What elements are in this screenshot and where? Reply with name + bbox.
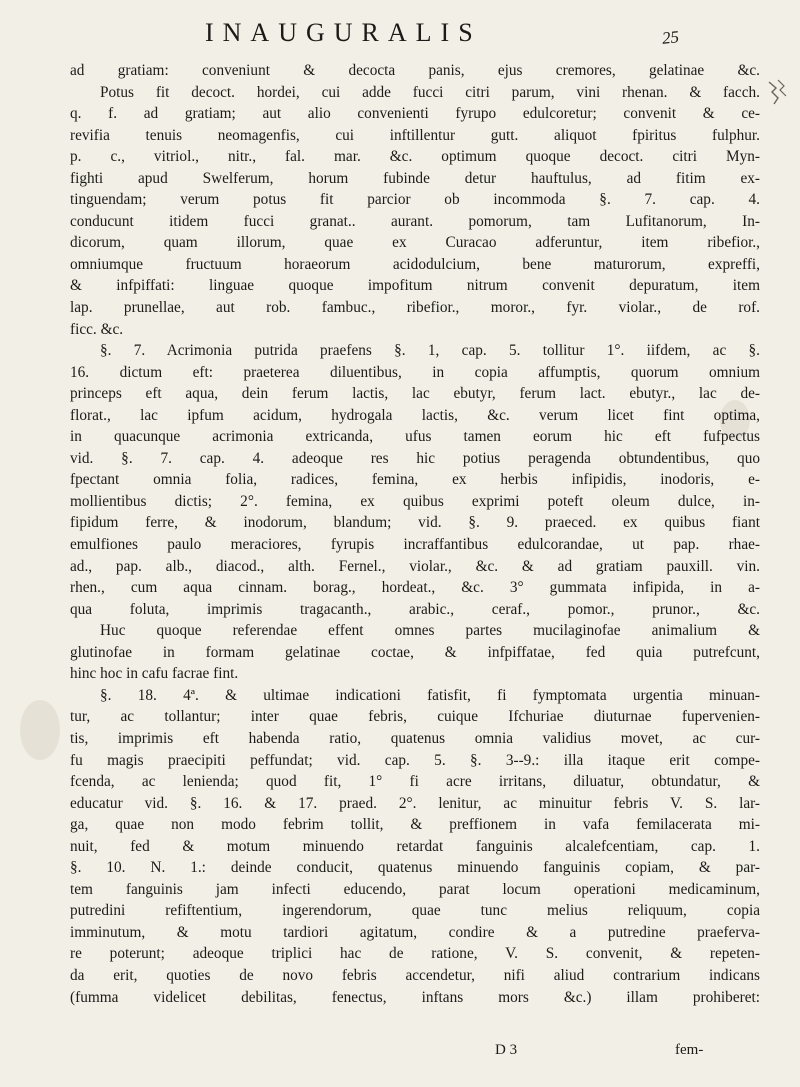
text-line: omniumque fructuum horaeorum acidodulcium, bene maturorum, expreffi, xyxy=(70,255,760,273)
text-line: Potus fit decoct. hordei, cui adde fucci citri parum, vini rhenan. & facch. xyxy=(100,83,760,101)
text-line: tem fanguinis jam infecti educendo, parat locum operationi medicaminum, xyxy=(70,880,760,898)
text-line: qua foluta, imprimis tragacanth., arabic., ceraf., pomor., prunor., &c. xyxy=(70,600,760,618)
text-line: glutinofae in formam gelatinae coctae, & infpiffatae, fed quia putrefcunt, xyxy=(70,643,760,661)
text-line: §. 7. Acrimonia putrida praefens §. 1, cap. 5. tollitur 1°. iifdem, ac §. xyxy=(100,342,760,360)
running-title: INAUGURALIS xyxy=(205,18,482,47)
text-line: fpectant omnia folia, radices, femina, ex herbis infipidis, inodoris, e- xyxy=(70,471,760,489)
text-line: hinc hoc in cafu facrae fint. xyxy=(70,665,239,683)
text-line: tis, imprimis eft habenda ratio, quatenus omnia validius movet, ac cur- xyxy=(70,729,760,747)
text-line: §. 18. 4ª. & ultimae indicationi fatisfit, fi fymptomata urgentia minuan- xyxy=(100,686,760,704)
text-line: in quacunque acrimonia extricanda, ufus tamen eorum hic eft fufpectus xyxy=(70,428,760,446)
text-line: §. 10. N. 1.: deinde conducit, quatenus minuendo fanguinis copiam, & par- xyxy=(70,859,760,877)
text-line: princeps eft aqua, dein ferum lactis, lac ebutyr, ferum lact. ebutyr., lac de- xyxy=(70,385,760,403)
text-line: fighti apud Swelferum, horum fubinde detur hauftulus, ad fitim ex- xyxy=(70,169,760,187)
text-line: mollientibus dictis; 2°. femina, ex quibus exprimi poteft oleum dulce, in- xyxy=(70,492,760,510)
text-line: imminutum, & motu tardiori agitatum, condire & a putredine praeferva- xyxy=(70,923,760,941)
text-line: fcenda, ac lenienda; quod fit, 1° fi acre irritans, diluatur, obtundatur, & xyxy=(70,773,760,791)
text-line: Huc quoque referendae effent omnes partes mucilaginofae animalium & xyxy=(100,622,760,640)
text-line: tinguendam; verum potus fit parcior ob incommoda §. 7. cap. 4. xyxy=(70,191,760,209)
text-line: conducunt itidem fucci granat.. aurant. pomorum, tam Lufitanorum, In- xyxy=(70,212,760,230)
body-text xyxy=(70,60,760,1008)
signature-mark: D 3 xyxy=(495,1042,518,1058)
text-line: re poterunt; adeoque triplici hac de ratione, V. S. convenit, & repeten- xyxy=(70,945,760,963)
margin-ornament-icon xyxy=(766,78,788,106)
text-line: da erit, quoties de novo febris accendetur, nifi aliud contrarium indicans xyxy=(70,966,760,984)
text-line: 16. dictum eft: praeterea diluentibus, in copia affumptis, quorum omnium xyxy=(70,363,760,381)
text-line: emulfiones paulo meraciores, fyrupis incraffantibus edulcorandae, ut pap. rhae- xyxy=(70,536,760,554)
text-line: q. f. ad gratiam; aut alio convenienti fyrupo edulcoretur; convenit & ce- xyxy=(70,105,760,123)
text-line: florat., lac ipfum acidum, hydrogala lactis, &c. verum licet fint optima, xyxy=(70,406,760,424)
text-line: & infpiffati: linguae quoque impofitum nitrum convenit depuratum, item xyxy=(70,277,760,295)
catchword: fem- xyxy=(675,1042,704,1058)
text-line: lap. prunellae, aut rob. fambuc., ribefior., moror., fyr. violar., de rof. xyxy=(70,299,760,317)
text-line: ad., pap. alb., diacod., alth. Fernel., violar., &c. & ad gratiam pauxill. vin. xyxy=(70,557,760,575)
text-line: revifia tenuis neomagenfis, cui inftillentur gutt. aliquot fpiritus fulphur. xyxy=(70,126,760,144)
text-line: p. c., vitriol., nitr., fal. mar. &c. optimum quoque decoct. citri Myn- xyxy=(70,148,760,166)
text-line: fipidum ferre, & inodorum, blandum; vid. §. 9. praeced. ex quibus fiant xyxy=(70,514,760,532)
page-number: 25 xyxy=(661,27,680,48)
text-line: nuit, fed & motum minuendo retardat fanguinis alcalefcentiam, cap. 1. xyxy=(70,837,760,855)
text-line: (fumma videlicet debilitas, fenectus, inftans mors &c.) illam prohiberet: xyxy=(70,988,760,1006)
text-line: rhen., cum aqua cinnam. borag., hordeat., &c. 3° gummata infipida, in a- xyxy=(70,579,760,597)
text-line: dicorum, quam illorum, quae ex Curacao adferuntur, item ribefior., xyxy=(70,234,760,252)
text-line: tur, ac tollantur; inter quae febris, cuique Ifchuriae diuturnae fupervenien- xyxy=(70,708,760,726)
text-line: ad gratiam: conveniunt & decocta panis, ejus cremores, gelatinae &c. xyxy=(70,62,760,79)
text-line: putredini refiftentium, ingerendorum, quae tunc melius reliquum, copia xyxy=(70,902,760,920)
text-line: educatur vid. §. 16. & 17. praed. 2°. lenitur, ac minuitur febris V. S. lar- xyxy=(70,794,760,812)
text-line: vid. §. 7. cap. 4. adeoque res hic potius peragenda obtundentibus, quo xyxy=(70,449,760,467)
text-line: fu magis praecipiti peffundat; vid. cap. 5. §. 3--9.: illa itaque erit compe- xyxy=(70,751,760,769)
text-line: ga, quae non modo febrim tollit, & preffionem in vafa femilacerata mi- xyxy=(70,816,760,834)
paper-stain xyxy=(20,700,60,760)
text-line: ficc. &c. xyxy=(70,320,124,338)
